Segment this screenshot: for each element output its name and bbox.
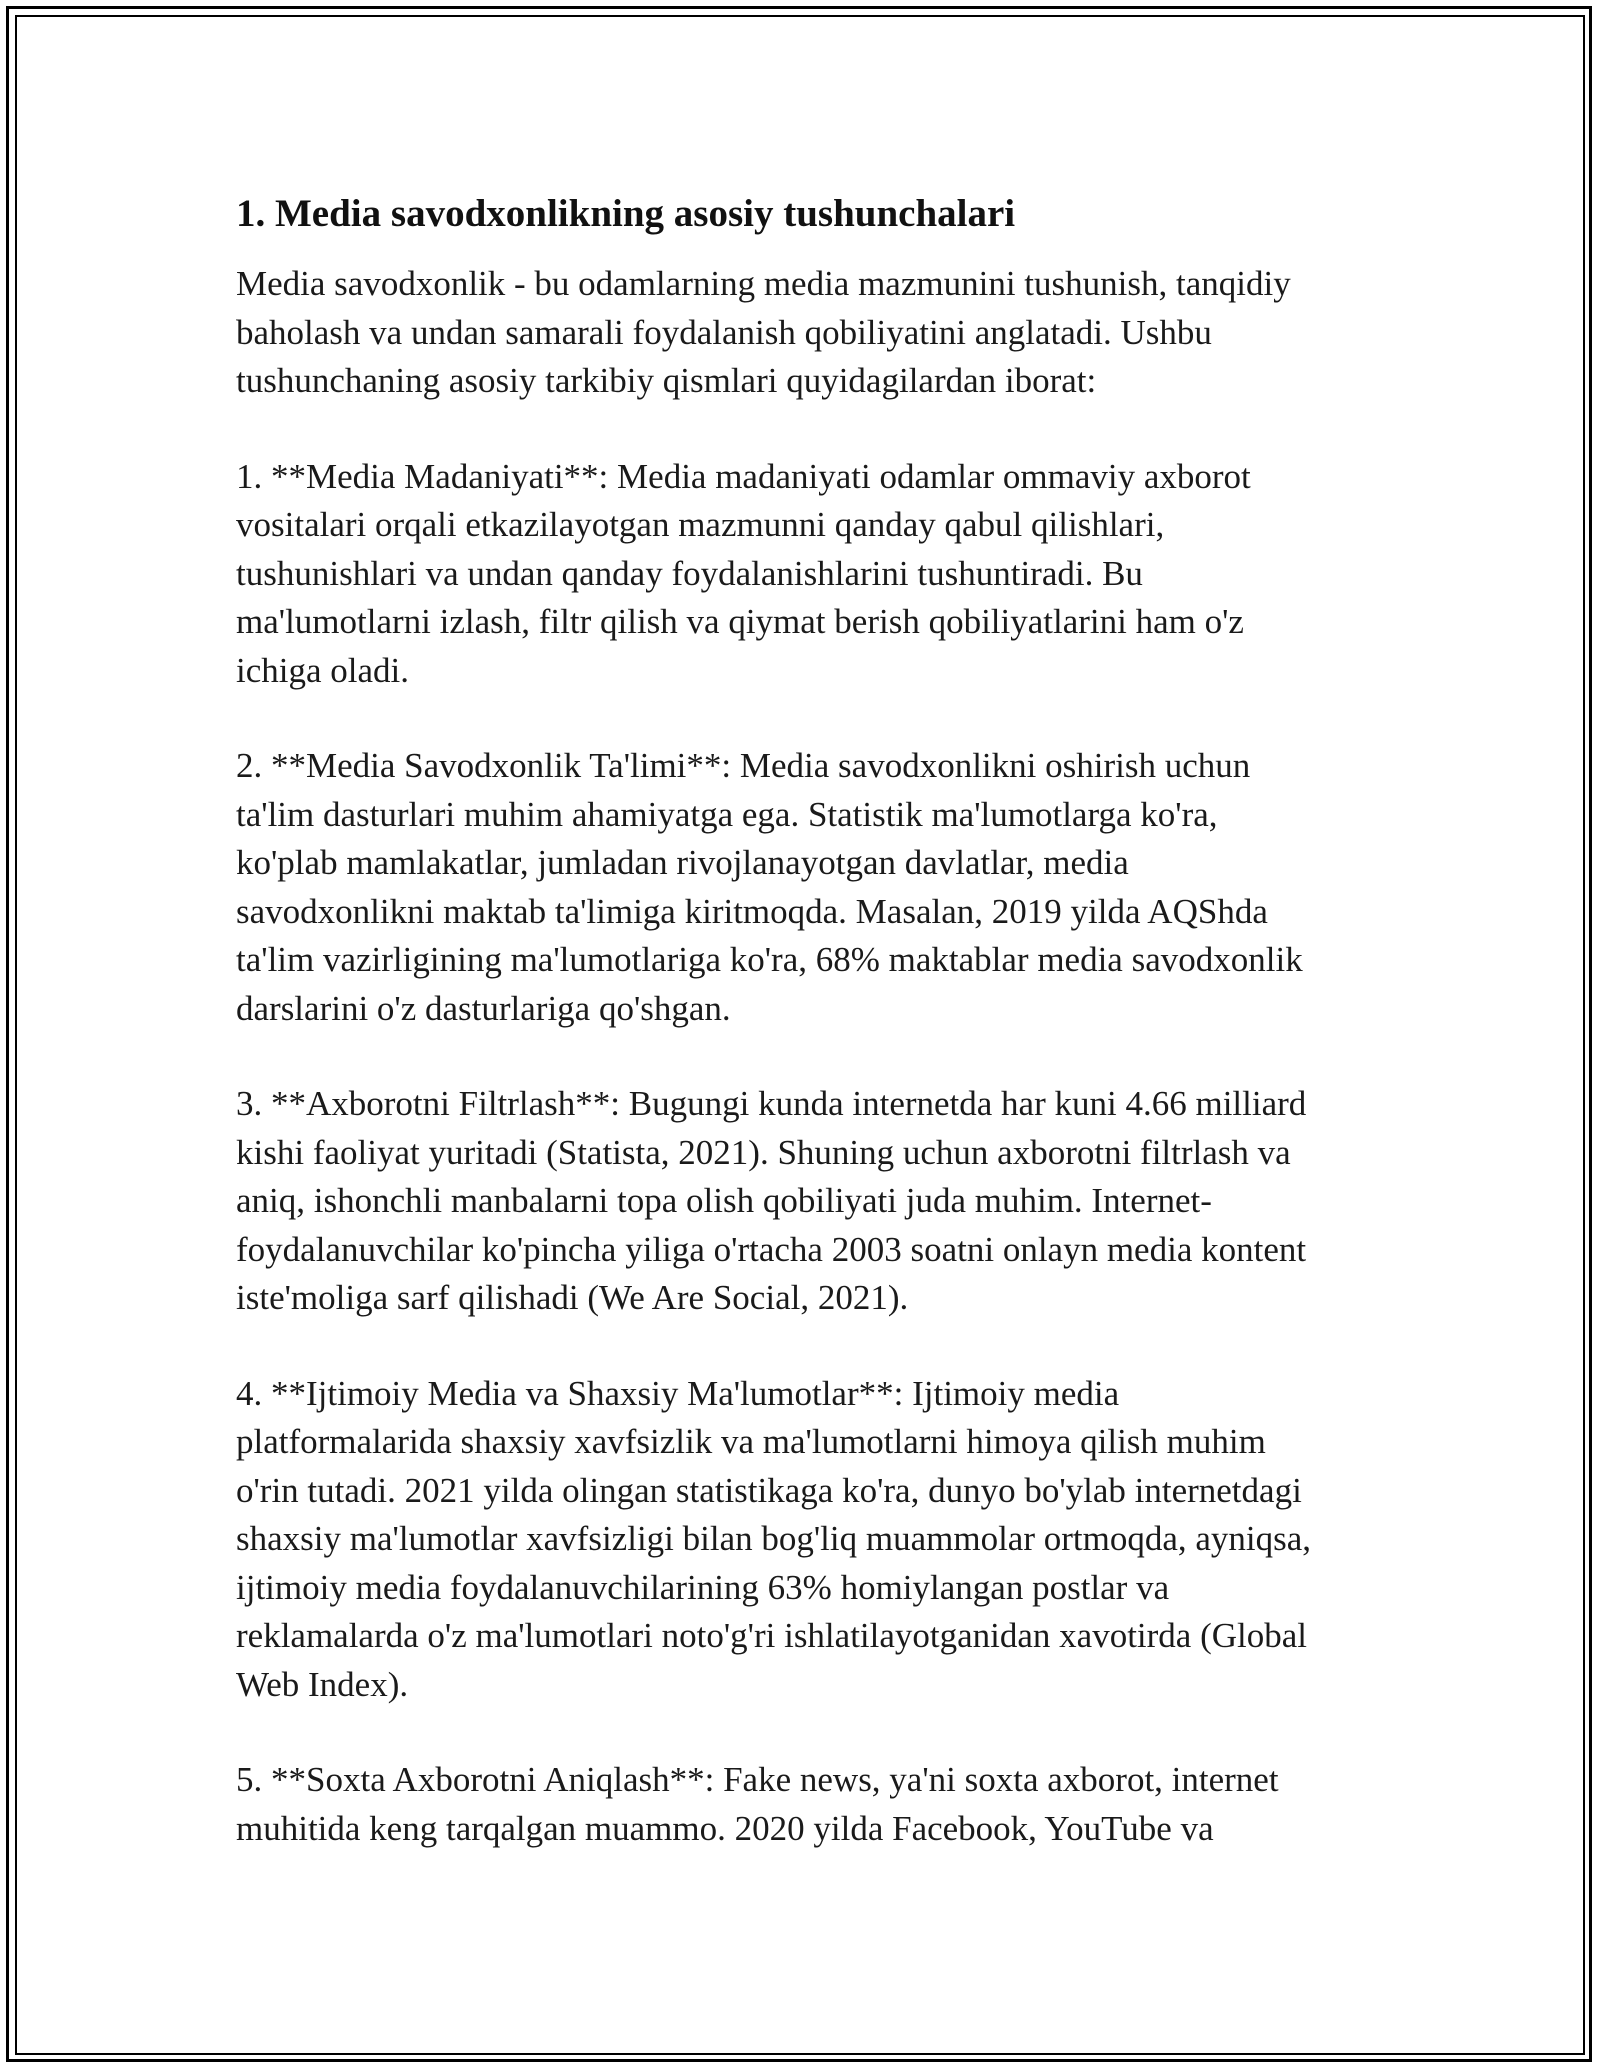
text-line: kishi faoliyat yuritadi (Statista, 2021). Shuning uchun axborotni filtrlash va: [236, 1132, 1291, 1172]
text-line: ma'lumotlarni izlash, filtr qilish va qiymat berish qobiliyatlarini ham o'z: [236, 602, 1244, 641]
list-item-ijtimoiy-media: [236, 1370, 1366, 1710]
text-line: o'rin tutadi. 2021 yilda olingan statistikaga ko'ra, dunyo bo'ylab internetdagi: [236, 1470, 1302, 1510]
text-line: shaxsiy ma'lumotlar xavfsizligi bilan bog'liq muammolar ortmoqda, ayniqsa,: [236, 1519, 1312, 1558]
text-line: 3. **Axborotni Filtrlash**: Bugungi kunda internetda har kuni 4.66 milliard: [236, 1084, 1307, 1123]
text-line: ko'plab mamlakatlar, jumladan rivojlanayotgan davlatlar, media: [236, 843, 1129, 882]
text-line: muhitida keng tarqalgan muammo. 2020 yilda Facebook, YouTube va: [236, 1808, 1214, 1848]
text-line: platformalarida shaxsiy xavfsizlik va ma'lumotlarni himoya qilish muhim: [236, 1422, 1266, 1461]
document-body: [236, 186, 1366, 1853]
list-item-media-savodxonlik-talimi: [236, 742, 1366, 1033]
text-line: 2. **Media Savodxonlik Ta'limi**: Media savodxonlikni oshirish uchun: [236, 746, 1251, 785]
text-line: ta'lim dasturlari muhim ahamiyatga ega. Statistik ma'lumotlarga ko'ra,: [236, 794, 1218, 834]
text-line: tushunishlari va undan qanday foydalanishlarini tushuntiradi. Bu: [236, 553, 1143, 593]
text-line: 1. **Media Madaniyati**: Media madaniyati odamlar ommaviy axborot: [236, 456, 1251, 496]
text-line: savodxonlikni maktab ta'limiga kiritmoqda. Masalan, 2019 yilda AQShda: [236, 891, 1268, 931]
section-heading: 1. Media savodxonlikning asosiy tushunchalari: [236, 192, 1016, 235]
text-line: 5. **Soxta Axborotni Aniqlash**: Fake news, ya'ni soxta axborot, internet: [236, 1760, 1279, 1799]
text-line: ta'lim vazirligining ma'lumotlariga ko'ra, 68% maktablar media savodxonlik: [236, 940, 1303, 979]
list-item-media-madaniyati: [236, 453, 1366, 696]
text-line: ichiga oladi.: [236, 650, 410, 690]
text-line: foydalanuvchilar ko'pincha yiliga o'rtacha 2003 soatni onlayn media kontent: [236, 1229, 1307, 1269]
list-item-soxta-axborot: [236, 1756, 1366, 1853]
text-line: 4. **Ijtimoiy Media va Shaxsiy Ma'lumotlar**: Ijtimoiy media: [236, 1373, 1120, 1413]
text-line: iste'moliga sarf qilishadi (We Are Social, 2021).: [236, 1278, 909, 1317]
list-item-axborotni-filtrlash: [236, 1080, 1366, 1323]
text-line: ijtimoiy media foydalanuvchilarining 63% homiylangan postlar va: [236, 1567, 1170, 1607]
text-line: darslarini o'z dasturlariga qo'shgan.: [236, 988, 731, 1028]
text-line: reklamalarda o'z ma'lumotlari noto'g'ri ishlatilayotganidan xavotirda (Global: [236, 1616, 1308, 1655]
intro-paragraph: Media savodxonlik - bu odamlarning media mazmunini tushunish, tanqidiy baholash va undan samarali foydalanish qobiliyatini anglatadi. Ushbu tushunchaning asosiy tarkibiy qismlari quyidagilardan iborat:: [236, 264, 1291, 400]
text-line: Web Index).: [236, 1664, 409, 1704]
text-line: vositalari orqali etkazilayotgan mazmunni qanday qabul qilishlari,: [236, 505, 1165, 544]
text-line: aniq, ishonchli manbalarni topa olish qobiliyati juda muhim. Internet-: [236, 1181, 1212, 1220]
